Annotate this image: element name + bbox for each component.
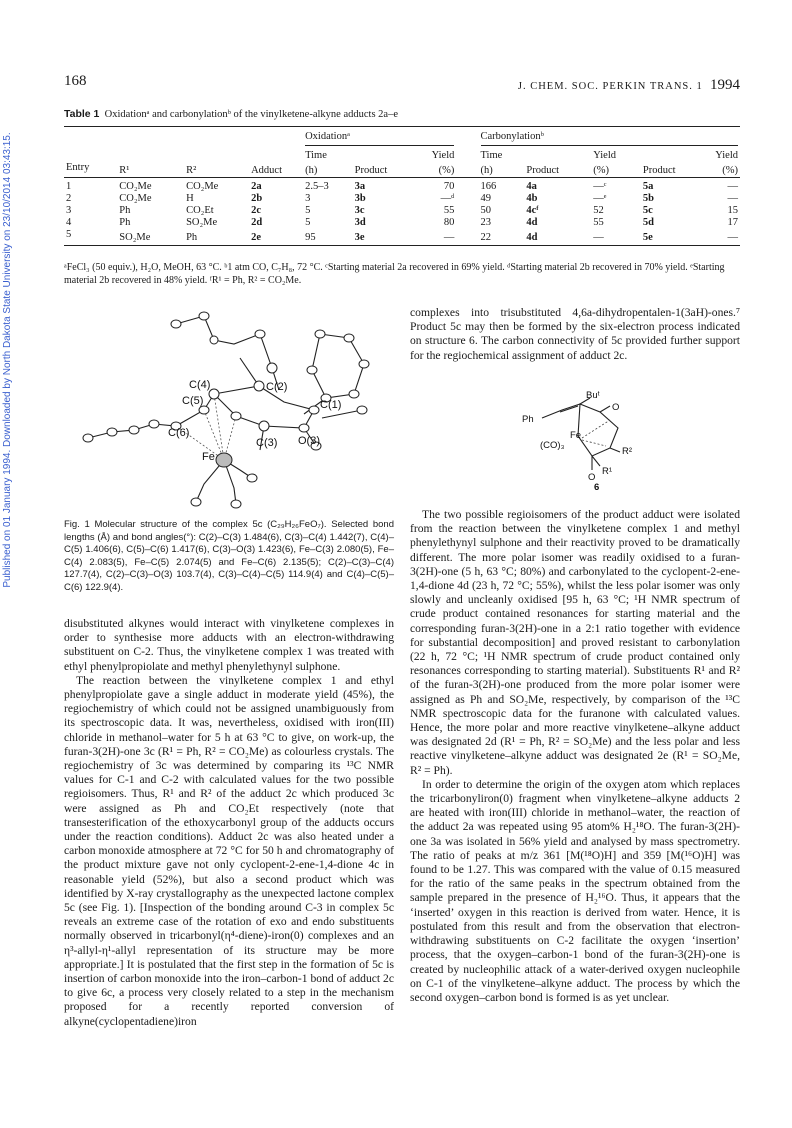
- header-ox-product: Product: [353, 162, 413, 178]
- cell-ox-time: 95: [303, 229, 353, 245]
- cell-r1: CO₂Me: [119, 193, 152, 205]
- table-row: [64, 229, 740, 245]
- atom: [247, 474, 257, 482]
- cell-entry: 5: [64, 229, 117, 245]
- paragraph: In order to determine the origin of the oxygen atom which replaces the tricarbonyliron(0) fragment when vinylketene–alkyne adducts 2 are heated with iron(III) chloride in methanol–water, the reaction of the adduct 2a was repeated using 95 atom% H₂¹⁸O. The furan-3(2H)-one 3a was isolated in 56% yield and analysed by mass spectrometry. The ratio of peaks at m/z 361 [M(¹⁸O)H] and 359 [M(¹⁶O)H] was found to be 1.27. This was compared with the value of 0.15 measured for the ratio of the same peaks in the spectrum obtained from the sample prepared in the presence of H₂¹⁶O. Thus, it appears that the ‘inserted’ oxygen in this reaction is derived from water. Hence, it is postulated from this result and from the observation that electron-withdrawing substituents on C-2 facilitate the oxygen ‘insertion’ process, that the oxygen–carbon-1 bond of the furan-3(2H)-one is created by nucleophilic attack of a water-derived oxygen nucleophile on C-1 of the vinylketene–alkyne adduct. The process by which the second oxygen–carbon bond is formed is as yet unclear.: [410, 777, 740, 1004]
- cell-ca-product2: 5a: [642, 181, 654, 193]
- atom: [199, 312, 209, 320]
- carbonyl-bond: [322, 410, 362, 418]
- table-row: [64, 178, 740, 194]
- cell-ca-product: 4a: [526, 181, 537, 193]
- ethoxy-chain: [88, 424, 154, 438]
- r1-bond: [592, 456, 600, 466]
- atom: [357, 406, 367, 414]
- atom: [359, 360, 369, 368]
- table-row: [64, 217, 740, 229]
- right-column-top-text: complexes into trisubstituted 4,6a-dihydropentalen-1(3aH)-ones.⁷ Product 5c may then be formed by the six-electron process indicated on structure 6. The carbon connectivity of 5c provided further support for the regiochemical assignment of adduct 2c.: [410, 306, 740, 362]
- paragraph: disubstituted alkynes would interact with vinylketene complexes in order to synthesise more adducts with an electron-withdrawing substituent on C-2. Thus, the vinylketene complex 1 was treated with ethyl phenylpropiolate and methyl phenylethynyl sulphone.: [64, 617, 394, 673]
- cell-adduct: 2e: [249, 229, 303, 245]
- atom: [129, 426, 139, 434]
- cell-entry: 1: [66, 181, 72, 193]
- cell-ca-yield: 52: [593, 205, 604, 217]
- cell-ca-product2: 5c: [642, 205, 653, 217]
- page-header: [64, 73, 740, 95]
- header-ox-yield-unit: (%): [412, 162, 456, 178]
- structure-6-diagram: [520, 390, 660, 490]
- atom: [191, 498, 201, 506]
- left-column-text: [64, 617, 394, 1029]
- header-entry: Entry: [64, 162, 117, 178]
- label-fe: Fe: [202, 451, 215, 463]
- cell-ca-product: 4b: [526, 193, 538, 205]
- cell-r2: H: [186, 193, 194, 205]
- label-c6: C(6): [168, 427, 190, 439]
- journal-name: J. CHEM. SOC. PERKIN TRANS. 1: [517, 81, 703, 92]
- cell-ca-yield: 55: [593, 217, 604, 229]
- label-structure-number: 6: [594, 482, 600, 490]
- label-c5: C(5): [182, 395, 204, 407]
- journal-title: [518, 77, 740, 94]
- vinyl-bond: [542, 404, 580, 418]
- cell-ca-yield2: 17: [727, 217, 738, 229]
- atom: [231, 412, 241, 420]
- atom: [259, 421, 269, 431]
- data-table: [64, 126, 740, 246]
- double-bond: [560, 406, 578, 412]
- group-carbonylation: Carbonylationᵇ: [481, 131, 739, 146]
- cell-ca-product2: 5e: [641, 229, 713, 245]
- cell-ox-yield: —: [412, 229, 456, 245]
- cell-ox-product: 3b: [354, 193, 366, 205]
- cell-ox-time: 5: [305, 217, 311, 229]
- header-ox-time: Time: [305, 150, 327, 162]
- header-ca-yield: Yield: [593, 150, 616, 162]
- r2-bond: [610, 448, 620, 452]
- table-header-row-1: [64, 146, 740, 162]
- cell-ca-yield2: 15: [727, 205, 738, 217]
- structure-6-dashed: [582, 420, 610, 446]
- cell-ox-product: 3e: [353, 229, 413, 245]
- cell-ca-time: 22: [479, 229, 525, 245]
- cell-r1: Ph: [119, 205, 131, 217]
- label-o-bottom: O: [588, 472, 596, 483]
- cell-ca-time: 166: [480, 181, 497, 193]
- cell-ca-time: 49: [480, 193, 491, 205]
- page-number: 168: [64, 73, 87, 89]
- label-c2: C(2): [266, 381, 288, 393]
- arrow-dashes: [582, 420, 610, 446]
- cell-ca-yield: —: [591, 229, 641, 245]
- figure-caption: Fig. 1 Molecular structure of the complex 5c (C₂₉H₂₆FeO₇). Selected bond lengths (Å) and bond angles(°): C(2)–C(3) 1.484(6), C(3)–C(4) 1.442(7), C(4)–C(5) 1.406(6), C(5)–C(6) 1.417(6), C(3)–O(3) 1.423(6), Fe–C(3) 2.080(5), Fe–C(4) 2.083(5), Fe–C(5) 2.074(5) and Fe–C(6) 2.135(5); C(2)–C(3)–C(4) 127.7(4), C(2)–C(3)–O(3) 103.7(4), C(3)–C(4)–C(5) 114.9(4) and C(4)–C(5)–C(6) 122.9(4).: [64, 519, 394, 593]
- label-but: Buᵗ: [586, 390, 600, 401]
- atom: [83, 434, 93, 442]
- atom: [299, 424, 309, 432]
- cell-ox-yield: 55: [443, 205, 455, 217]
- header-r1: R¹: [117, 162, 184, 178]
- cell-ox-time: 2.5–3: [305, 181, 329, 193]
- cell-r1: Ph: [119, 217, 131, 229]
- atom: [149, 420, 159, 428]
- label-r1: R¹: [602, 466, 613, 477]
- label-fe6: Fe: [570, 430, 582, 441]
- watermark-text: Published on 01 January 1994. Downloaded by North Dakota State University on 23/10/2014 03:43:15.: [2, 132, 13, 588]
- cell-r1: SO₂Me: [117, 229, 184, 245]
- cell-ox-yield: 80: [443, 217, 455, 229]
- atom: [344, 334, 354, 342]
- cell-ox-product: 3a: [354, 181, 366, 193]
- cell-ca-yield: —ᶜ: [593, 181, 607, 193]
- header-r2: R²: [184, 162, 249, 178]
- atom: [199, 406, 209, 414]
- cell-ox-yield: —ᵈ: [440, 193, 455, 205]
- cell-adduct: 2b: [251, 193, 263, 205]
- atom: [210, 336, 218, 344]
- cell-adduct: 2a: [251, 181, 262, 193]
- header-ca-time-unit: (h): [479, 162, 525, 178]
- header-ca-product2: Product: [641, 162, 713, 178]
- table-group-header-row: [64, 127, 740, 147]
- paragraph: The two possible regioisomers of the product adduct were isolated from the reaction between the vinylketene complex 1 and methyl phenylethynyl sulphone and their reactivity proved to be dramatically different. The more polar isomer was readily oxidised to a furan-3(2H)-one (5 h, 63 °C; 80%) and carbonylated to the cyclopent-2-ene-1,4-dione 4d (23 h, 72 °C; 55%), whilst the less polar isomer was only slowly and uncleanly oxidised [95 h, 63 °C; ¹H NMR spectrum of crude product contained resonances for starting material and the corresponding furan-3(2H)-one in a 2:1 ratio together with evidence for substantial decomposition] and proved resistant to carbonylation (22 h, 72 °C; ¹H NMR spectrum of crude product contained only resonances corresponding to starting material). Substituents R¹ and R² of the furan-3(2H)-one produced from the more polar isomer were assigned as Ph and SO₂Me, respectively, by comparison of the ¹³C NMR spectroscopic data for the furanone with calculated values. Hence, the more polar and more reactive vinylketene–alkyne adduct was designated 2d (R¹ = Ph, R² = SO₂Me) and the less polar and less reactive vinylketene–alkyne adduct was designated 2e (R¹ = SO₂Me, R² = Ph).: [410, 508, 740, 777]
- header-ca-yield-unit: (%): [591, 162, 641, 178]
- cell-ca-product2: 5b: [642, 193, 654, 205]
- atom: [171, 320, 181, 328]
- right-column-text: [410, 508, 740, 1005]
- cell-adduct: 2d: [251, 217, 263, 229]
- cell-ca-yield: —ᵉ: [593, 193, 607, 205]
- label-c3: C(3): [256, 437, 278, 449]
- table-caption: [64, 108, 398, 120]
- journal-year: 1994: [710, 77, 740, 93]
- cell-r2: CO₂Me: [186, 181, 219, 193]
- cell-ca-product: 4d: [526, 217, 538, 229]
- header-ca-yield2-unit: (%): [713, 162, 740, 178]
- header-ca-time: Time: [480, 150, 503, 162]
- cell-ca-product: 4cᶠ: [526, 205, 539, 217]
- cell-r2: CO₂Et: [186, 205, 214, 217]
- header-ca-yield2: Yield: [715, 150, 738, 162]
- cell-entry: 2: [66, 193, 72, 205]
- atom: [209, 389, 219, 399]
- cell-ca-product2: 5d: [642, 217, 654, 229]
- label-c1: C(1): [320, 399, 342, 411]
- cell-ox-product: 3c: [354, 205, 365, 217]
- atom: [349, 390, 359, 398]
- molecular-structure-figure: [64, 298, 394, 516]
- cell-ox-yield: 70: [443, 181, 455, 193]
- phenyl-ring: [312, 334, 364, 398]
- table-header-row-2: [64, 162, 740, 178]
- atom: [315, 330, 325, 338]
- label-ph: Ph: [522, 414, 534, 425]
- cell-ca-time: 23: [480, 217, 491, 229]
- cell-ca-product: 4d: [524, 229, 591, 245]
- cell-ox-time: 3: [305, 193, 311, 205]
- atom: [307, 366, 317, 374]
- co-top-bond: [600, 406, 610, 412]
- table-title: Oxidationᵃ and carbonylationᵇ of the vinylketene-alkyne adducts 2a–e: [104, 109, 398, 120]
- table-label: Table 1: [64, 108, 100, 120]
- label-co3: (CO)₃: [540, 440, 565, 451]
- cell-ox-time: 5: [305, 205, 311, 217]
- table-row: [64, 193, 740, 205]
- label-o3: O(3): [298, 435, 320, 447]
- header-ox-time-unit: (h): [303, 162, 353, 178]
- cell-r2: SO₂Me: [186, 217, 218, 229]
- cell-entry: 3: [66, 205, 72, 217]
- header-ox-yield: Yield: [431, 150, 455, 162]
- cell-entry: 4: [66, 217, 72, 229]
- atom: [267, 363, 277, 373]
- cell-ca-time: 50: [480, 205, 491, 217]
- header-adduct: Adduct: [249, 162, 303, 178]
- paragraph: The reaction between the vinylketene complex 1 and ethyl phenylpropiolate gave a single adduct in moderate yield (45%), the regiochemistry of which could not be assigned unambiguously from its spectroscopic data. It was, nevertheless, oxidised with iron(III) chloride in methanol–water for 5 h at 63 °C to give, on work-up, the furan-3(2H)-one 3c (R¹ = Ph, R² = CO₂Me) as colourless crystals. The regiochemistry of 3c was determined by comparing its ¹³C NMR values for C-1 and C-2 with calculated values for the two possible regioisomers. Thus, R¹ and R² of the adduct 2c which produced 3c were assigned as Ph and CO₂Et respectively (note that transesterification of the ethoxycarbonyl group of the adducts occurs under the reaction conditions). Adduct 2c was also heated under a carbon monoxide atmosphere at 72 °C for 50 h and chromatography of the product mixture gave not only cyclopent-2-ene-1,4-dione 4c in reasonable yield (52%), but also a second product which was identified by X-ray crystallography as the unexpected lactone complex 5c (see Fig. 1). [Inspection of the bonding around C-3 in complex 5c reveals an extreme case of the rotation of exo and endo substituents normally observed in tricarbonyl(η⁴-diene)-iron(0) complexes and an η³-allyl-η¹-allyl representation of its structure may be more appropriate.] It is postulated that the first step in the formation of 5c is insertion of carbon monoxide into the iron–carbon-1 bond of adduct 2c to give 6c, a process very closely related to a step in the mechanism proposed for a recently reported conversion of alkyne(cyclopentadiene)iron: [64, 673, 394, 1028]
- cell-ox-product: 3d: [354, 217, 366, 229]
- atom: [107, 428, 117, 436]
- atom: [309, 406, 319, 414]
- cell-r1: CO₂Me: [119, 181, 152, 193]
- atom: [254, 381, 264, 391]
- label-c4: C(4): [189, 379, 211, 391]
- group-oxidation: Oxidationᵃ: [305, 131, 454, 146]
- atom: [231, 500, 241, 508]
- cell-ca-yield2: —: [713, 229, 740, 245]
- label-r2: R²: [622, 446, 633, 457]
- cell-r2: Ph: [184, 229, 249, 245]
- header-ca-product: Product: [524, 162, 591, 178]
- table-row: [64, 205, 740, 217]
- iron-atom: [216, 453, 232, 467]
- atom: [255, 330, 265, 338]
- cell-ca-yield2: —: [727, 181, 738, 193]
- label-o-top: O: [612, 402, 620, 413]
- table-footnote: ᵃFeCl₃ (50 equiv.), H₂O, MeOH, 63 °C. ᵇ1 atm CO, C₇H₈, 72 °C. ᶜStarting material 2a recovered in 69% yield. ᵈStarting material 2b recovered in 70% yield. ᵉStarting material 2b recovered in 48% yield. ᶠR¹ = Ph, R² = CO₂Me.: [64, 262, 725, 286]
- cell-adduct: 2c: [251, 205, 262, 217]
- download-watermark: [2, 40, 16, 680]
- cell-ca-yield2: —: [727, 193, 738, 205]
